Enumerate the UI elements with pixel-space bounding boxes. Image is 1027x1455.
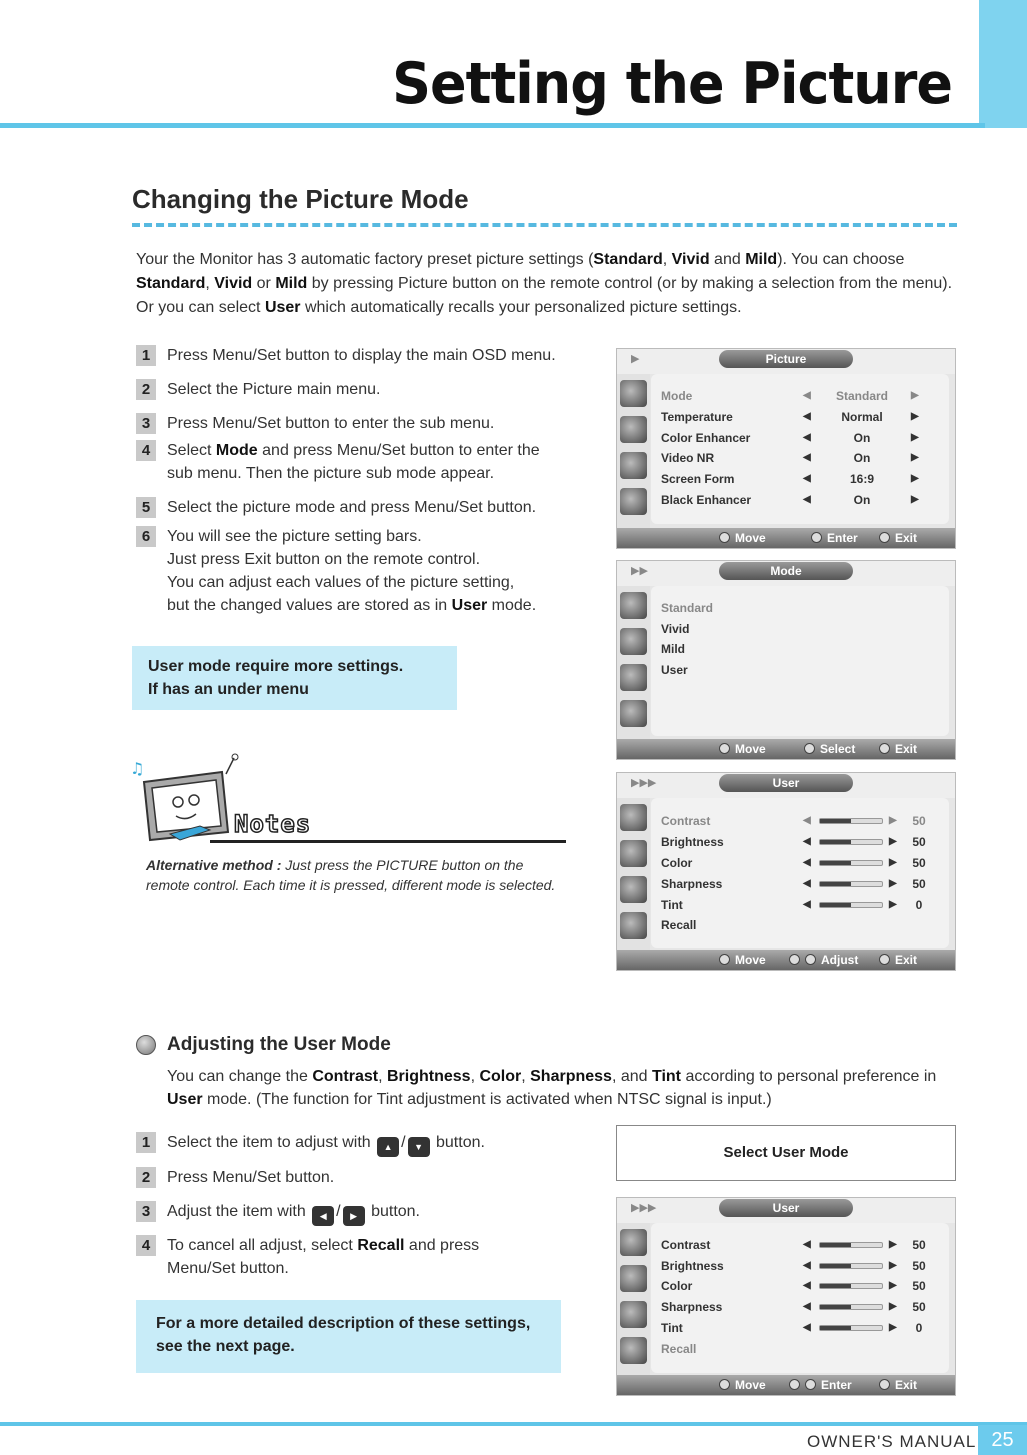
sound-icon [620, 840, 647, 867]
up-arrow-icon: ▲ [377, 1137, 399, 1157]
footer-rule [0, 1422, 1027, 1426]
sound-icon [620, 628, 647, 655]
step-item: 3 Adjust the item with ◀ / ▶ button. [136, 1200, 485, 1234]
picture-icon [620, 1229, 647, 1256]
step-item: 5 Select the picture mode and press Menu/Set button. [136, 496, 556, 525]
osd-user-menu [616, 772, 956, 971]
move-icon [719, 1379, 730, 1390]
osd-sidebar [617, 374, 650, 530]
section-divider [132, 223, 957, 227]
setup-icon [620, 876, 647, 903]
picture-icon [620, 804, 647, 831]
vol-down-icon: ◀ [312, 1206, 334, 1226]
osd-row[interactable]: Mode ◀ Standard ▶ [661, 389, 919, 403]
osd-mode-menu [616, 560, 956, 760]
sound-icon [620, 1265, 647, 1292]
select-icon [804, 743, 815, 754]
steps-picture-mode [136, 344, 556, 617]
osd-slider-row[interactable]: Color ◀ ▶ 50 [661, 1279, 926, 1293]
exit-icon [879, 532, 890, 543]
osd-mode-item[interactable]: User [661, 663, 688, 677]
osd-tab: Picture [719, 350, 853, 368]
intro-paragraph: Your the Monitor has 3 automatic factory preset picture settings (Standard, Vivid and Mild). You can choose Standard, Vivid or Mild by pressing Picture button on the remote control (or by making a selection from the menu). Or you can select User which automatically recalls your personalized picture settings. [136, 251, 953, 316]
osd-row[interactable]: Black Enhancer ◀ On ▶ [661, 493, 919, 507]
bullet-icon [136, 1035, 156, 1055]
osd-row[interactable]: Video NR ◀ On ▶ [661, 451, 919, 465]
osd-recall-row[interactable]: Recall [661, 1342, 697, 1356]
adjust-right-icon [805, 954, 816, 965]
more-info-note: For a more detailed description of these settings, see the next page. [136, 1300, 561, 1373]
setup-icon [620, 664, 647, 691]
select-user-mode-box: Select User Mode [616, 1125, 956, 1181]
step-item: 4 Select Mode and press Menu/Set button to enter the sub menu. Then the picture sub mode appear. [136, 439, 556, 496]
osd-row[interactable]: Temperature ◀ Normal ▶ [661, 410, 919, 424]
vol-up-icon: ▶ [343, 1206, 365, 1226]
move-icon [719, 532, 730, 543]
osd-tab: User [719, 774, 853, 792]
notes-heading: Notes [234, 810, 312, 838]
section-title-adjust-user: Adjusting the User Mode [167, 1034, 391, 1055]
move-icon [719, 954, 730, 965]
play-icon: ▶ [631, 353, 640, 365]
step-item: 3 Press Menu/Set button to enter the sub menu. [136, 412, 556, 439]
section-title-picture-mode: Changing the Picture Mode [132, 184, 469, 214]
adjust-left-icon [789, 954, 800, 965]
picture-icon [620, 380, 647, 407]
step-item: 6 You will see the picture setting bars. Just press Exit button on the remote control. You can adjust each values of the picture setting, but the changed values are stored as in User mode. [136, 525, 556, 617]
step-item: 1 Press Menu/Set button to display the main OSD menu. [136, 344, 556, 378]
time-icon [620, 912, 647, 939]
osd-mode-item[interactable]: Standard [661, 601, 714, 615]
osd-row[interactable]: Screen Form ◀ 16:9 ▶ [661, 472, 919, 486]
adjust-right-icon [805, 1379, 816, 1390]
osd-slider-row[interactable]: Sharpness ◀ ▶ 50 [661, 1300, 926, 1314]
osd-slider-row[interactable]: Sharpness ◀ ▶ 50 [661, 877, 926, 891]
osd-recall-row[interactable]: Recall [661, 918, 697, 932]
osd-slider-row[interactable]: Tint ◀ ▶ 0 [661, 898, 923, 912]
adjust-left-icon [789, 1379, 800, 1390]
osd-tab: User [719, 1199, 853, 1217]
exit-icon [879, 954, 890, 965]
exit-icon [879, 743, 890, 754]
exit-icon [879, 1379, 890, 1390]
osd-footer: Move Enter Exit [617, 528, 955, 548]
sound-icon [620, 416, 647, 443]
osd-footer: Move Adjust Exit [617, 950, 955, 970]
osd-sidebar [617, 586, 650, 741]
osd-row[interactable]: Color Enhancer ◀ On ▶ [661, 431, 919, 445]
enter-icon [811, 532, 822, 543]
footer-label: OWNER'S MANUAL [807, 1432, 977, 1451]
notes-text: Alternative method : Just press the PICTURE button on the remote control. Each time it is pressed, different mode is selected. [146, 857, 556, 893]
play-icon: ▶▶▶ [631, 777, 657, 789]
osd-picture-menu [616, 348, 956, 549]
osd-sidebar [617, 798, 650, 952]
play-icon: ▶▶▶ [631, 1202, 657, 1214]
user-mode-note: User mode require more settings. If has an under menu [132, 646, 457, 710]
move-icon [719, 743, 730, 754]
osd-user-menu-2 [616, 1197, 956, 1396]
osd-footer: Move Enter Exit [617, 1375, 955, 1395]
step-item: 4 To cancel all adjust, select Recall and press Menu/Set button. [136, 1234, 485, 1280]
osd-sidebar [617, 1223, 650, 1377]
time-icon [620, 1337, 647, 1364]
svg-text:♫: ♫ [130, 759, 145, 778]
header-rule [0, 123, 985, 128]
page-number: 25 [978, 1425, 1027, 1455]
down-arrow-icon: ▼ [408, 1137, 430, 1157]
setup-icon [620, 452, 647, 479]
osd-slider-row[interactable]: Color ◀ ▶ 50 [661, 856, 926, 870]
osd-footer: Move Select Exit [617, 739, 955, 759]
osd-tab: Mode [719, 562, 853, 580]
osd-slider-row[interactable]: Tint ◀ ▶ 0 [661, 1321, 923, 1335]
osd-slider-row[interactable]: Brightness ◀ ▶ 50 [661, 835, 926, 849]
adjust-intro: You can change the Contrast, Brightness, Color, Sharpness, and Tint according to personal preference in User mode. (The function for Tint adjustment is activated when NTSC signal is input.) [167, 1068, 937, 1108]
osd-slider-row[interactable]: Contrast ◀ ▶ 50 [661, 1238, 926, 1252]
header-tab [979, 0, 1027, 128]
setup-icon [620, 1301, 647, 1328]
osd-mode-item[interactable]: Vivid [661, 622, 690, 636]
page-title: Setting the Picture [392, 50, 952, 117]
notes-rule [210, 840, 566, 843]
step-item: 1 Select the item to adjust with ▲ / ▼ button. [136, 1131, 485, 1166]
step-item: 2 Select the Picture main menu. [136, 378, 556, 412]
osd-slider-row[interactable]: Brightness ◀ ▶ 50 [661, 1259, 926, 1273]
osd-mode-item[interactable]: Mild [661, 642, 685, 656]
osd-slider-row[interactable]: Contrast ◀ ▶ 50 [661, 814, 926, 828]
picture-icon [620, 592, 647, 619]
time-icon [620, 700, 647, 727]
time-icon [620, 488, 647, 515]
play-icon: ▶▶ [631, 565, 648, 577]
steps-adjust-user [136, 1131, 485, 1280]
step-item: 2 Press Menu/Set button. [136, 1166, 485, 1200]
